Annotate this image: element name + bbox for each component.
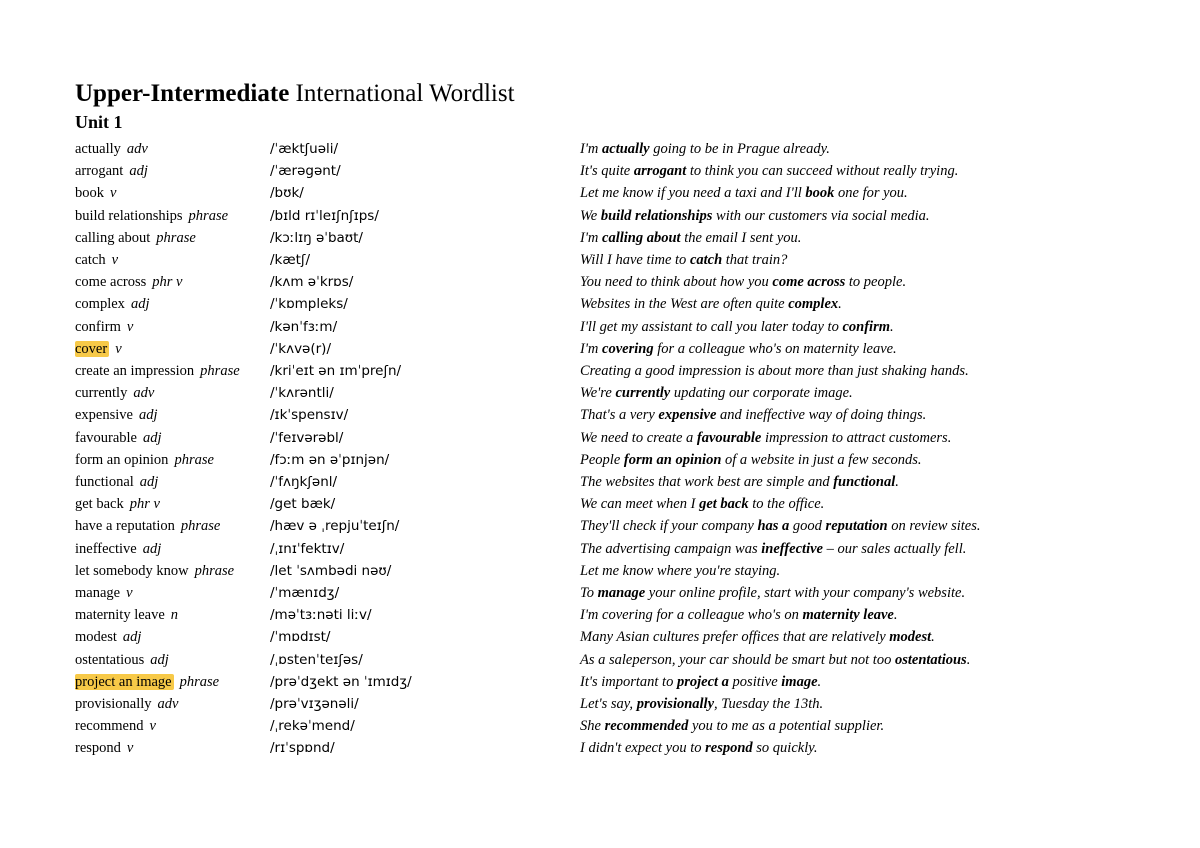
wordlist-row (0, 338, 1200, 360)
entry-example (580, 205, 930, 227)
example-keyword: provisionally (636, 696, 715, 712)
example-keyword: build relationships (600, 207, 713, 224)
entry-word-cell (75, 182, 116, 204)
entry-phonetic: /let ˈsʌmbədi nəʊ/ (270, 562, 392, 579)
example-keyword: project a (676, 673, 729, 690)
example-text: that train? (722, 252, 788, 268)
entry-phonetic: /ˌɪnɪˈfektɪv/ (270, 540, 345, 557)
example-text: . (890, 318, 894, 335)
wordlist-row (0, 205, 1200, 227)
entry-pos: adj (150, 651, 169, 668)
example-text: Let me know if you need a taxi and I'll (580, 185, 806, 202)
example-keyword: image (781, 673, 818, 690)
example-text: so quickly. (752, 740, 818, 757)
entry-pos: phrase (194, 562, 235, 579)
entry-word-cell (75, 404, 158, 426)
entry-word-cell (75, 205, 228, 227)
title-level: Upper-Intermediate (75, 80, 290, 107)
example-text: the email I sent you. (680, 229, 802, 246)
entry-phonetic: /ˈkɒmpleks/ (270, 296, 348, 313)
entry-example (580, 404, 926, 426)
entry-word: functional (75, 474, 134, 490)
entry-word: respond (75, 740, 121, 757)
entry-word: provisionally (75, 696, 152, 712)
example-text: . (817, 673, 822, 690)
example-text: updating our corporate image. (670, 385, 853, 402)
entry-word-cell (75, 338, 122, 360)
entry-example (580, 316, 894, 338)
entry-word-cell (75, 671, 219, 693)
entry-phonetic: /prəˈdʒekt ən ˈɪmɪdʒ/ (270, 673, 412, 690)
example-keyword: actually (602, 141, 650, 157)
example-text: That's a very (580, 407, 659, 424)
example-text: You need to think about how you (580, 274, 773, 291)
example-text: Websites in the West are often quite (580, 296, 789, 313)
example-keyword: catch (689, 252, 723, 268)
entry-word: recommend (75, 718, 144, 735)
example-text: good (789, 518, 826, 535)
wordlist-row (0, 382, 1200, 404)
entry-phonetic: /prəˈvɪʒənəli/ (270, 696, 359, 712)
example-text: . (931, 629, 935, 646)
wordlist-row (0, 471, 1200, 493)
example-text: It's quite (580, 163, 634, 180)
entry-example (580, 449, 922, 471)
entry-example (580, 693, 823, 715)
example-text: – our sales actually fell. (822, 540, 967, 557)
entry-example (580, 227, 801, 249)
example-keyword: covering (602, 340, 654, 357)
entry-pos: phrase (188, 207, 229, 224)
example-text: and ineffective way of doing things. (716, 407, 927, 424)
wordlist-row (0, 182, 1200, 204)
entry-phonetic: /ˈfeɪvərəbl/ (270, 429, 344, 446)
entry-word-cell (75, 449, 214, 471)
entry-example (580, 138, 830, 160)
entry-example (580, 604, 898, 626)
entry-word-cell (75, 382, 154, 404)
entry-example (580, 493, 824, 515)
entry-word-cell (75, 360, 240, 382)
entry-example (580, 160, 958, 182)
entry-pos: phrase (174, 451, 214, 468)
example-text: The websites that work best are simple and (580, 474, 834, 490)
entry-word: favourable (75, 429, 137, 446)
entry-phonetic: /ˌɒstenˈteɪʃəs/ (270, 651, 363, 668)
wordlist-row (0, 271, 1200, 293)
entry-pos: n (170, 607, 179, 624)
entry-pos: phrase (180, 518, 221, 535)
entry-word-cell (75, 293, 149, 315)
entry-word-cell (75, 227, 196, 249)
entry-example (580, 737, 818, 759)
example-keyword: reputation (825, 518, 888, 535)
example-text: The advertising campaign was (580, 540, 762, 557)
entry-word: arrogant (75, 163, 124, 180)
wordlist-row (0, 538, 1200, 560)
entry-pos: adv (157, 696, 179, 712)
wordlist-row (0, 671, 1200, 693)
wordlist-row (0, 649, 1200, 671)
example-text: We can meet when I (580, 496, 700, 513)
entry-word: modest (75, 629, 117, 646)
example-keyword: currently (615, 385, 671, 402)
wordlist-row (0, 360, 1200, 382)
entry-word-cell (75, 538, 161, 560)
example-text: for a colleague who's on maternity leave. (653, 340, 897, 357)
wordlist-row (0, 626, 1200, 648)
example-keyword: complex (788, 296, 839, 313)
example-text: I'm (580, 340, 603, 357)
entry-pos: v (111, 252, 119, 268)
entry-pos: adv (133, 385, 155, 402)
wordlist-row (0, 427, 1200, 449)
entry-example (580, 649, 970, 671)
entry-example (580, 538, 966, 560)
example-keyword: functional (833, 474, 896, 490)
wordlist-row (0, 138, 1200, 160)
wordlist-row (0, 227, 1200, 249)
entry-word-cell (75, 626, 141, 648)
wordlist-row (0, 693, 1200, 715)
entry-word-cell (75, 493, 160, 515)
entry-phonetic: /ˌrekəˈmend/ (270, 718, 355, 735)
entry-phonetic: /kætʃ/ (270, 252, 310, 268)
entry-phonetic: /ˈæktʃuəli/ (270, 141, 339, 157)
example-keyword: recommended (604, 718, 689, 735)
entry-phonetic: /ˈærəgənt/ (270, 163, 341, 180)
example-text: with our customers via social media. (712, 207, 930, 224)
example-text: As a saleperson, your car should be smart but not too (580, 651, 895, 668)
example-text: your online profile, start with your company's website. (645, 585, 966, 601)
example-text: you to me as a potential supplier. (688, 718, 885, 735)
entry-pos: v (126, 318, 134, 335)
example-keyword: form an opinion (623, 451, 722, 468)
example-text: of a website in just a few seconds. (721, 451, 922, 468)
entry-example (580, 515, 980, 537)
entry-phonetic: /fɔːm ən əˈpɪnjən/ (270, 451, 390, 468)
example-keyword: favourable (696, 429, 762, 446)
wordlist-row (0, 293, 1200, 315)
entry-pos: phrase (200, 363, 240, 379)
example-text: She (580, 718, 605, 735)
entry-pos: adj (139, 474, 159, 490)
page-title (75, 80, 515, 108)
entry-word-cell (75, 316, 133, 338)
entry-word-cell (75, 649, 169, 671)
entry-word-cell (75, 515, 220, 537)
example-text: to think you can succeed without really trying. (686, 163, 959, 180)
entry-phonetic: /məˈtɜːnəti liːv/ (270, 607, 372, 624)
entry-word: confirm (75, 318, 121, 335)
wordlist-row (0, 515, 1200, 537)
unit-heading: Unit 1 (75, 112, 123, 132)
entry-pos: v (126, 740, 134, 757)
entry-word: catch (75, 252, 106, 268)
entry-pos: phr v (129, 496, 160, 513)
example-text: . (838, 296, 842, 313)
example-text: I'm (580, 141, 603, 157)
example-text: Will I have time to (580, 252, 690, 268)
entry-phonetic: /bʊk/ (270, 185, 304, 202)
entry-pos: adj (143, 429, 162, 446)
example-text: People (580, 451, 624, 468)
entry-word-cell (75, 271, 182, 293)
entry-word: maternity leave (75, 607, 165, 624)
entry-word: ostentatious (75, 651, 145, 668)
entry-word-cell (75, 560, 234, 582)
entry-phonetic: /rɪˈspɒnd/ (270, 740, 335, 757)
entry-pos: adj (138, 407, 158, 424)
entry-word: form an opinion (75, 451, 169, 468)
entry-word-cell (75, 427, 162, 449)
example-text: to people. (845, 274, 907, 291)
entry-pos: adv (126, 141, 148, 157)
example-text: Let's say, (580, 696, 637, 712)
entry-example (580, 671, 821, 693)
wordlist-row (0, 560, 1200, 582)
entry-example (580, 338, 897, 360)
example-keyword: modest (889, 629, 932, 646)
example-text: on review sites. (887, 518, 981, 535)
entry-word: come across (75, 274, 147, 291)
entry-pos: v (115, 340, 122, 357)
example-text: impression to attract customers. (761, 429, 952, 446)
entry-pos: adj (129, 163, 148, 180)
example-keyword: calling about (602, 229, 681, 246)
entry-pos: v (126, 585, 133, 601)
title-rest: International Wordlist (289, 80, 515, 107)
entry-word-cell (75, 249, 118, 271)
example-text: going to be in Prague already. (649, 141, 830, 157)
entry-word: let somebody know (75, 562, 189, 579)
entry-example (580, 293, 842, 315)
entry-phonetic: /kənˈfɜːm/ (270, 318, 338, 335)
example-text: . (895, 474, 899, 490)
wordlist-row (0, 737, 1200, 759)
entry-word-cell (75, 715, 156, 737)
wordlist-row (0, 249, 1200, 271)
example-keyword: get back (699, 496, 749, 513)
example-keyword: respond (705, 740, 753, 757)
wordlist-row (0, 449, 1200, 471)
entry-pos: adj (130, 296, 150, 313)
entry-word-cell (75, 160, 148, 182)
example-keyword: expensive (658, 407, 717, 424)
example-text: We need to create a (580, 429, 697, 446)
example-text: To (580, 585, 598, 601)
entry-phonetic: /get bæk/ (270, 496, 336, 513)
entry-word: create an impression (75, 363, 195, 379)
example-text: to the office. (748, 496, 825, 513)
entry-example (580, 471, 899, 493)
entry-example (580, 427, 951, 449)
entry-pos: phrase (179, 673, 220, 690)
example-text: Many Asian cultures prefer offices that are relatively (580, 629, 890, 646)
entry-example (580, 715, 884, 737)
example-keyword: book (805, 185, 835, 202)
entry-word: ineffective (75, 540, 137, 557)
example-text: I didn't expect you to (580, 740, 706, 757)
example-text: . (966, 651, 971, 668)
example-keyword: confirm (842, 318, 890, 335)
example-keyword: maternity leave (802, 607, 894, 624)
wordlist-row (0, 493, 1200, 515)
entry-example (580, 582, 965, 604)
entry-word: calling about (75, 229, 151, 246)
entry-word-cell (75, 693, 178, 715)
entry-example (580, 382, 853, 404)
example-keyword: manage (597, 585, 646, 601)
entry-pos: phrase (156, 229, 196, 246)
entry-word: book (75, 185, 104, 202)
wordlist-row (0, 316, 1200, 338)
entry-phonetic: /kʌm əˈkrɒs/ (270, 274, 354, 291)
entry-word: currently (75, 385, 128, 402)
entry-phonetic: /ˈkʌvə(r)/ (270, 340, 331, 357)
entry-word: have a reputation (75, 518, 175, 535)
entry-pos: v (149, 718, 156, 735)
entry-phonetic: /kɔːlɪŋ əˈbaʊt/ (270, 229, 363, 246)
entry-example (580, 182, 908, 204)
entry-phonetic: /kriˈeɪt ən ɪmˈpreʃn/ (270, 363, 402, 379)
entry-example (580, 360, 969, 382)
example-text: one for you. (834, 185, 908, 202)
entry-word: expensive (75, 407, 133, 424)
entry-word: get back (75, 496, 124, 513)
entry-word-cell (75, 471, 158, 493)
entry-phonetic: /ˈmɒdɪst/ (270, 629, 331, 646)
entry-example (580, 249, 787, 271)
entry-example (580, 626, 935, 648)
example-text: I'll get my assistant to call you later today to (580, 318, 843, 335)
entry-pos: adj (122, 629, 142, 646)
entry-word-cell (75, 604, 178, 626)
example-text: We (580, 207, 601, 224)
entry-word: cover (75, 340, 108, 357)
example-text: positive (728, 673, 782, 690)
example-keyword: ineffective (761, 540, 823, 557)
example-text: We're (580, 385, 616, 402)
example-text: Let me know where you're staying. (580, 562, 781, 579)
example-text: , Tuesday the 13th. (714, 696, 824, 712)
entry-phonetic: /ˈkʌrəntli/ (270, 385, 334, 402)
example-text: Creating a good impression is about more than just shaking hands. (580, 363, 969, 379)
example-keyword: ostentatious (894, 651, 967, 668)
entry-example (580, 271, 906, 293)
wordlist-row (0, 404, 1200, 426)
entry-word: project an image (75, 673, 172, 690)
example-keyword: arrogant (633, 163, 687, 180)
wordlist-row (0, 715, 1200, 737)
entry-word: complex (75, 296, 125, 313)
example-keyword: has a (757, 518, 790, 535)
entry-pos: v (110, 185, 117, 202)
example-text: I'm covering for a colleague who's on (580, 607, 803, 624)
entry-example (580, 560, 780, 582)
entry-word-cell (75, 737, 133, 759)
entry-word-cell (75, 138, 148, 160)
entry-word: actually (75, 141, 121, 157)
entry-word: build relationships (75, 207, 183, 224)
entry-word: manage (75, 585, 121, 601)
example-text: It's important to (580, 673, 677, 690)
entry-phonetic: /ˈmænɪdʒ/ (270, 585, 340, 601)
entry-pos: phr v (152, 274, 183, 291)
wordlist-row (0, 160, 1200, 182)
wordlist-row (0, 582, 1200, 604)
entry-phonetic: /hæv ə ˌrepjuˈteɪʃn/ (270, 518, 400, 535)
example-keyword: come across (772, 274, 846, 291)
entry-word-cell (75, 582, 133, 604)
entry-pos: adj (142, 540, 162, 557)
wordlist-row (0, 604, 1200, 626)
entry-phonetic: /ɪkˈspensɪv/ (270, 407, 349, 424)
entry-phonetic: /ˈfʌŋkʃənl/ (270, 474, 338, 490)
example-text: . (893, 607, 898, 624)
example-text: I'm (580, 229, 603, 246)
entry-phonetic: /bɪld rɪˈleɪʃnʃɪps/ (270, 207, 379, 224)
example-text: They'll check if your company (580, 518, 758, 535)
